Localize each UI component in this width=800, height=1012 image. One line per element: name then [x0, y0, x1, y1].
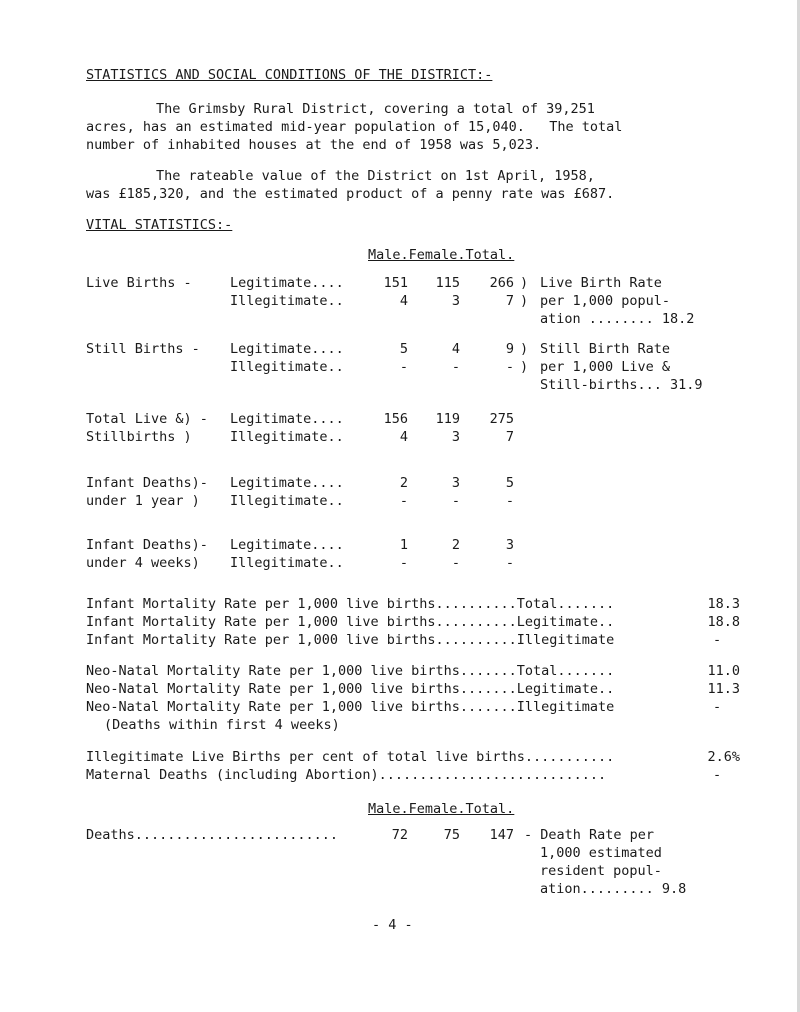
- total-value: 266: [489, 275, 514, 291]
- neonatal-mortality-line: Neo-Natal Mortality Rate per 1,000 live births.......Legitimate..: [86, 681, 615, 697]
- female-value: -: [451, 493, 460, 509]
- live-birth-rate-note-2: per 1,000 popul-: [540, 293, 671, 309]
- row-type: Illegitimate..: [230, 359, 344, 375]
- neonatal-mortality-line: Neo-Natal Mortality Rate per 1,000 live births.......Total.......: [86, 663, 615, 679]
- male-value: 156: [383, 411, 408, 427]
- total-value: 3: [505, 537, 514, 553]
- illegitimate-births-line: Illegitimate Live Births per cent of total live births...........: [86, 749, 615, 765]
- rateable-line-1: The rateable value of the District on 1st April, 1958,: [156, 168, 595, 184]
- infant-deaths-4wk-label-2: under 4 weeks): [86, 555, 200, 571]
- female-value: 2: [451, 537, 460, 553]
- total-live-stillbirths-label-1: Total Live &) -: [86, 411, 208, 427]
- brace: ): [520, 341, 529, 357]
- illegitimate-births-value: 2.6%: [707, 749, 740, 765]
- row-type: Legitimate....: [230, 275, 344, 291]
- still-birth-rate-note-3: Still-births... 31.9: [540, 377, 703, 393]
- infant-mortality-value: 18.3: [707, 596, 740, 612]
- total-value: -: [505, 555, 514, 571]
- total-value: 275: [489, 411, 514, 427]
- male-value: -: [399, 359, 408, 375]
- neonatal-note: (Deaths within first 4 weeks): [104, 717, 340, 733]
- infant-deaths-4wk-label-1: Infant Deaths)-: [86, 537, 208, 553]
- infant-deaths-1yr-label-2: under 1 year ): [86, 493, 200, 509]
- infant-mortality-line: Infant Mortality Rate per 1,000 live births..........Legitimate..: [86, 614, 615, 630]
- neonatal-mortality-value: 11.3: [707, 681, 740, 697]
- total-live-stillbirths-label-2: Stillbirths ): [86, 429, 192, 445]
- female-value: 3: [451, 293, 460, 309]
- death-rate-note-2: 1,000 estimated: [540, 845, 662, 861]
- infant-mortality-line: Infant Mortality Rate per 1,000 live births..........Illegitimate: [86, 632, 615, 648]
- male-value: 4: [399, 293, 408, 309]
- still-births-label: Still Births -: [86, 341, 200, 357]
- row-type: Illegitimate..: [230, 493, 344, 509]
- female-value: -: [451, 359, 460, 375]
- column-header: Male.Female.Total.: [368, 247, 515, 263]
- still-birth-rate-note-1: Still Birth Rate: [540, 341, 671, 357]
- brace: ): [520, 293, 529, 309]
- deaths-total: 147: [489, 827, 514, 843]
- page-number: - 4 -: [372, 917, 413, 933]
- female-value: 3: [451, 475, 460, 491]
- intro-line-1: The Grimsby Rural District, covering a total of 39,251: [156, 101, 595, 117]
- neonatal-mortality-value: 11.0: [707, 663, 740, 679]
- death-rate-note-3: resident popul-: [540, 863, 662, 879]
- row-type: Illegitimate..: [230, 429, 344, 445]
- maternal-deaths-value: -: [713, 767, 722, 783]
- male-value: 151: [383, 275, 408, 291]
- neonatal-mortality-value: -: [713, 699, 722, 715]
- row-type: Legitimate....: [230, 341, 344, 357]
- neonatal-mortality-line: Neo-Natal Mortality Rate per 1,000 live births.......Illegitimate: [86, 699, 615, 715]
- total-value: 7: [505, 429, 514, 445]
- total-value: 7: [505, 293, 514, 309]
- rateable-line-2: was £185,320, and the estimated product of a penny rate was £687.: [86, 186, 615, 202]
- brace: ): [520, 359, 529, 375]
- maternal-deaths-line: Maternal Deaths (including Abortion)............................: [86, 767, 607, 783]
- brace: ): [520, 275, 529, 291]
- infant-mortality-value: -: [713, 632, 722, 648]
- row-type: Legitimate....: [230, 411, 344, 427]
- intro-line-3: number of inhabited houses at the end of 1958 was 5,023.: [86, 137, 542, 153]
- deaths-male: 72: [391, 827, 408, 843]
- live-births-label: Live Births -: [86, 275, 192, 291]
- live-birth-rate-note-3: ation ........ 18.2: [540, 311, 695, 327]
- row-type: Illegitimate..: [230, 293, 344, 309]
- female-value: 3: [451, 429, 460, 445]
- female-value: 119: [435, 411, 460, 427]
- male-value: 2: [399, 475, 408, 491]
- infant-mortality-value: 18.8: [707, 614, 740, 630]
- deaths-label: Deaths.........................: [86, 827, 338, 843]
- live-birth-rate-note-1: Live Birth Rate: [540, 275, 662, 291]
- total-value: -: [505, 359, 514, 375]
- row-type: Legitimate....: [230, 537, 344, 553]
- infant-deaths-1yr-label-1: Infant Deaths)-: [86, 475, 208, 491]
- still-birth-rate-note-2: per 1,000 Live &: [540, 359, 671, 375]
- male-value: -: [399, 555, 408, 571]
- intro-line-2: acres, has an estimated mid-year population of 15,040. The total: [86, 119, 623, 135]
- male-value: 5: [399, 341, 408, 357]
- deaths-column-header: Male.Female.Total.: [368, 801, 515, 817]
- deaths-female: 75: [443, 827, 460, 843]
- row-type: Legitimate....: [230, 475, 344, 491]
- female-value: 115: [435, 275, 460, 291]
- female-value: -: [451, 555, 460, 571]
- male-value: 4: [399, 429, 408, 445]
- total-value: 9: [505, 341, 514, 357]
- infant-mortality-line: Infant Mortality Rate per 1,000 live births..........Total.......: [86, 596, 615, 612]
- total-value: -: [505, 493, 514, 509]
- male-value: -: [399, 493, 408, 509]
- death-rate-note-4: ation......... 9.8: [540, 881, 687, 897]
- heading: STATISTICS AND SOCIAL CONDITIONS OF THE DISTRICT:-: [86, 67, 493, 83]
- vital-statistics-heading: VITAL STATISTICS:-: [86, 217, 233, 233]
- total-value: 5: [505, 475, 514, 491]
- female-value: 4: [451, 341, 460, 357]
- male-value: 1: [399, 537, 408, 553]
- row-type: Illegitimate..: [230, 555, 344, 571]
- death-rate-note-1: - Death Rate per: [524, 827, 655, 843]
